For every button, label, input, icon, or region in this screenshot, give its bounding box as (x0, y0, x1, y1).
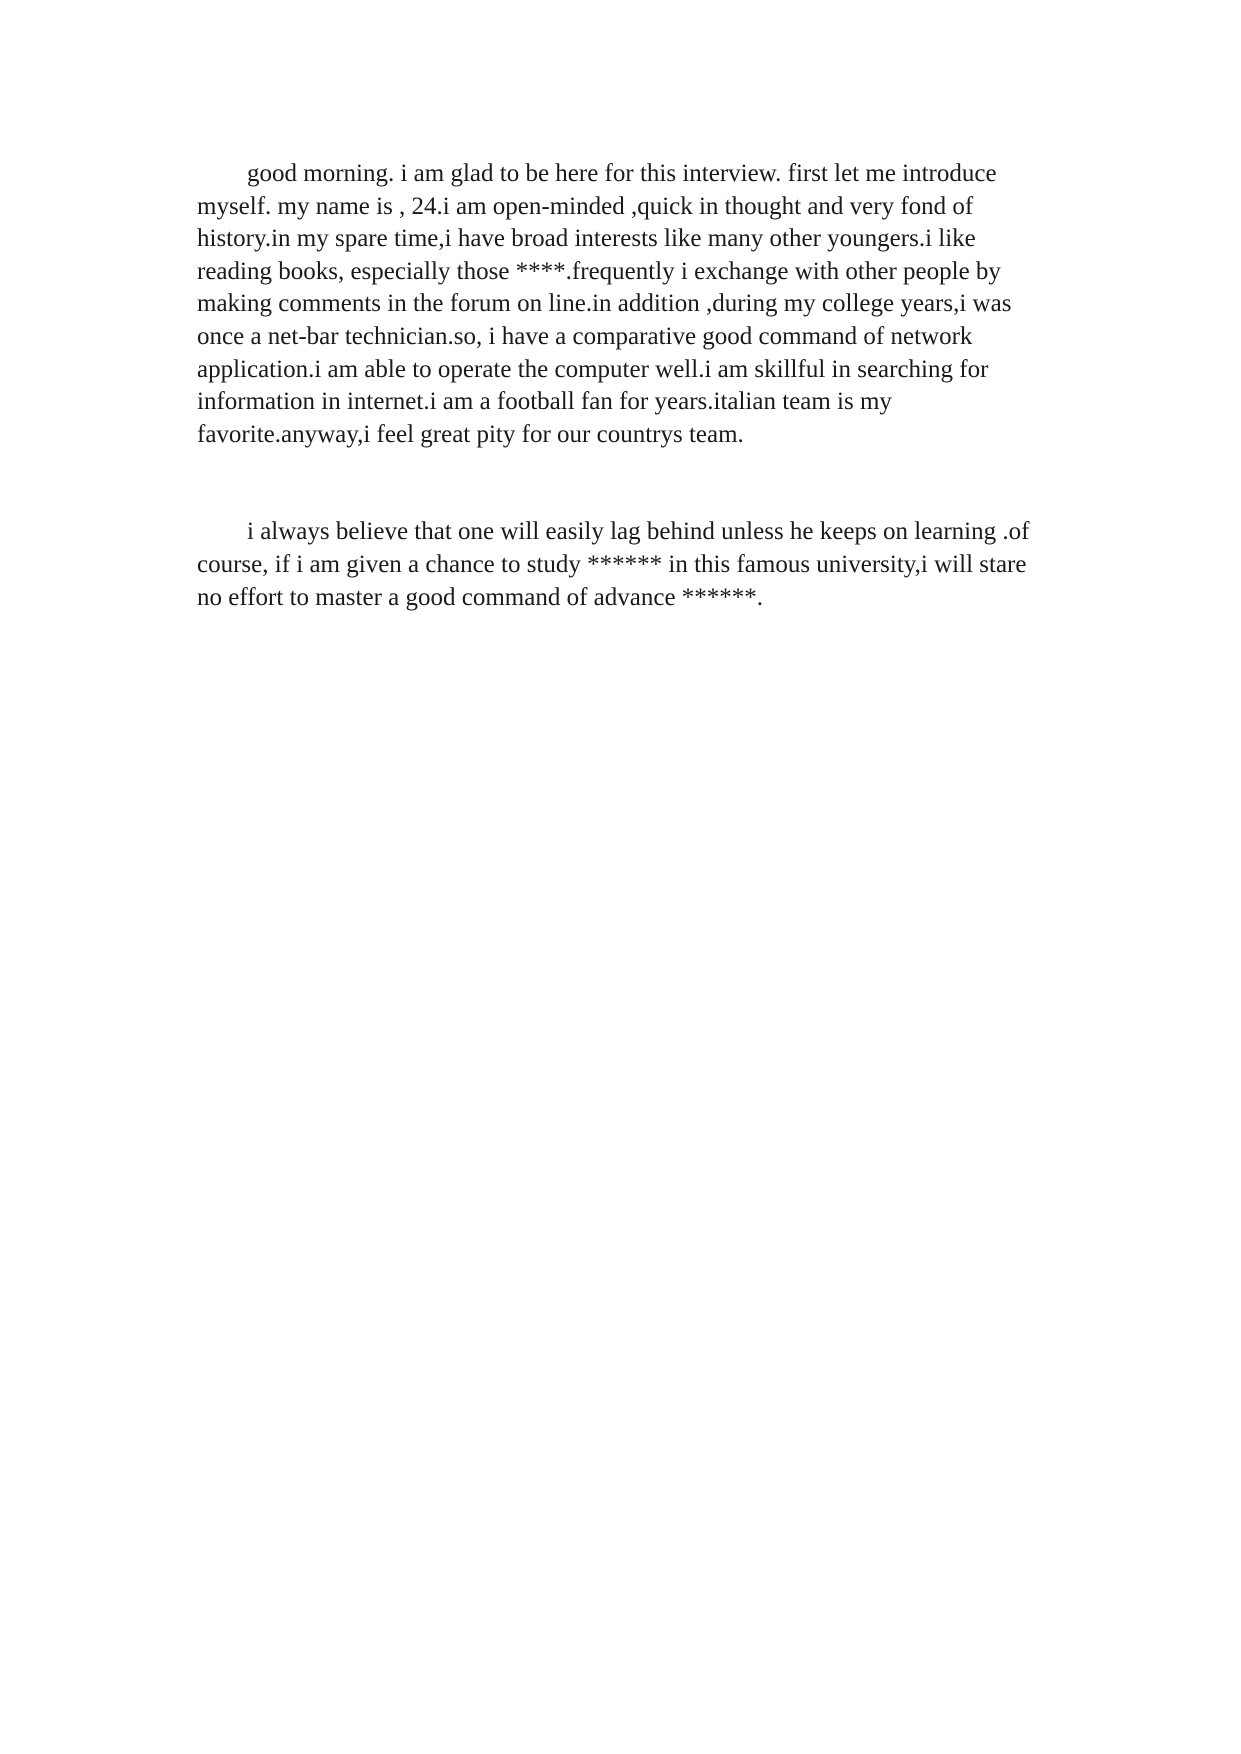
paragraph-line: once a net-bar technician.so, i have a comparative good command of network (197, 322, 973, 350)
paragraph-line: application.i am able to operate the computer well.i am skillful in searching for (197, 355, 989, 383)
paragraph-line: no effort to master a good command of advance ******. (197, 583, 764, 611)
paragraph-line: i always believe that one will easily lag behind unless he keeps on learning .of (247, 518, 1030, 546)
paragraph-learning (197, 516, 1057, 614)
paragraph-line: information in internet.i am a football fan for years.italian team is my (197, 388, 892, 416)
paragraph-line: myself. my name is , 24.i am open-minded ,quick in thought and very fond of (197, 192, 974, 220)
paragraph-line: good morning. i am glad to be here for this interview. first let me introduce (247, 160, 997, 187)
paragraph-line: history.in my spare time,i have broad interests like many other youngers.i like (197, 225, 976, 253)
paragraph-spacer (197, 451, 1057, 516)
paragraph-line: making comments in the forum on line.in addition ,during my college years,i was (197, 290, 1012, 318)
paragraph-line: reading books, especially those ****.frequently i exchange with other people by (197, 257, 1001, 285)
document-body (197, 158, 1057, 614)
paragraph-line: course, if i am given a chance to study ****** in this famous university,i will stare (197, 550, 1027, 578)
paragraph-introduction (197, 158, 1057, 451)
paragraph-line: favorite.anyway,i feel great pity for our countrys team. (197, 420, 744, 448)
